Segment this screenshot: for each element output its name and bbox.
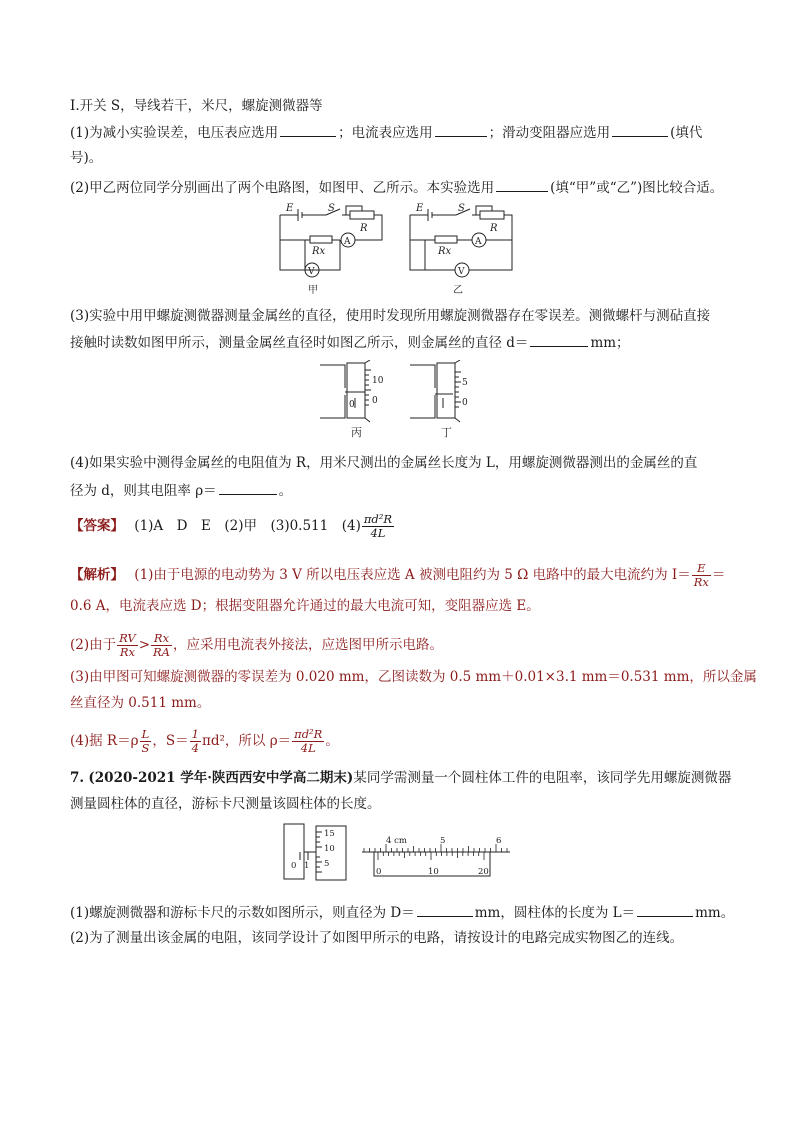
label-E-yi: E (416, 203, 424, 214)
analysis-line-3: (3)由甲图可知螺旋测微器的零误差为 0.020 mm，乙图读数为 0.5 mm＋0.01×3.1 mm＝0.531 mm，所以金属 (70, 669, 757, 685)
question-part-2: (2)甲乙两位同学分别画出了两个电路图，如图甲、乙所示。本实验选用 (填“甲”或“乙”)图比较合适。 (70, 177, 723, 198)
vernier-label-0: 0 (376, 867, 382, 877)
answer-blank-circuit-choice[interactable] (496, 177, 548, 192)
caption-yi: 乙 (453, 285, 463, 296)
micro-tick-0: 0 (372, 396, 378, 406)
label-E-jia: E (286, 203, 294, 214)
q7-micro-tick-10: 10 (324, 844, 335, 854)
q7-micro-sleeve-0: 0 (291, 861, 297, 871)
answer-blank-L[interactable] (637, 902, 693, 917)
q7-part-2: (2)为了测量出该金属的电阻，该同学设计了如图甲所示的电路，请按设计的电路完成实物图乙的连线。 (70, 930, 684, 946)
equipment-line: Ⅰ.开关 S，导线若干，米尺，螺旋测微器等 (70, 98, 323, 114)
label-S-yi: S (458, 203, 465, 214)
answer-blank-rheostat[interactable] (612, 122, 668, 137)
micrometer-figures (315, 360, 485, 440)
answer-blank-resistivity[interactable] (219, 480, 277, 495)
vernier-label-20: 20 (478, 867, 489, 877)
micro-sleeve-0: 0 (349, 400, 355, 410)
circuit-jia (280, 206, 382, 277)
analysis-line-1-cont: 0.6 A，电流表应选 D；根据变阻器允许通过的最大电流可知，变阻器应选 E。 (70, 598, 540, 614)
answer-blank-diameter[interactable] (530, 332, 588, 347)
caption-bing: 丙 (351, 426, 362, 439)
micro2-tick-5: 5 (462, 378, 468, 388)
q7-stem-cont: 测量圆柱体的直径，游标卡尺测量该圆柱体的长度。 (70, 796, 381, 812)
micro2-tick-0: 0 (462, 398, 468, 408)
q7-stem: 7. (2020-2021 学年·陕西西安中学高二期末)某同学需测量一个圆柱体工件的电阻率，该同学先用螺旋测微器 (70, 770, 732, 786)
label-R-yi: R (490, 223, 498, 234)
q7-instruments (280, 822, 520, 884)
question-part-1: (1)为减小实验误差，电压表应选用 ；电流表应选用 ；滑动变阻器应选用 (填代 (70, 122, 702, 143)
micro-tick-10: 10 (372, 376, 384, 386)
label-Rx-jia: Rx (312, 246, 326, 257)
label-S-jia: S (328, 203, 335, 214)
caption-ding: 丁 (441, 426, 452, 439)
label-V-yi: V (458, 267, 465, 277)
question-part-3-cont: 接触时读数如图甲所示，测量金属丝直径时如图乙所示，则金属丝的直径 d＝ mm； (70, 332, 630, 353)
answer-line: 【答案】 (1)A D E (2)甲 (3)0.511 (4) $\frac{\text{πd²R}}{4L}$ (70, 512, 393, 540)
q7-number: 7. (70, 770, 85, 786)
label-R-jia: R (360, 223, 368, 234)
question-part-1-cont: 号)。 (70, 150, 103, 166)
caliper-label-4cm: 4 cm (386, 836, 407, 846)
answer-label: 【答案】 (70, 518, 124, 534)
analysis-line-3-cont: 丝直径为 0.511 mm。 (70, 695, 211, 711)
answer-blank-ammeter[interactable] (435, 122, 487, 137)
question-part-3: (3)实验中用甲螺旋测微器测量金属丝的直径，使用时发现所用螺旋测微器存在零误差。测微螺杆与测砧直接 (70, 308, 711, 324)
q7-part-1: (1)螺旋测微器和游标卡尺的示数如图所示，则直径为 D＝ mm，圆柱体的长度为 L＝ mm。 (70, 902, 734, 923)
label-Rx-yi: Rx (438, 246, 452, 257)
label-A-yi: A (475, 237, 482, 247)
analysis-line-4: (4)据 R＝ρ $\frac{L}{S}$ ，S＝ $\frac{1}{4}$ πd²，所以 ρ＝ $\frac{\text{πd²R}}{4L}$ 。 (70, 727, 339, 755)
analysis-line-2: (2)由于 $\frac{RV}{Rx}$ > $\frac{Rx}{RA}$ ，应采用电流表外接法，应选图甲所示电路。 (70, 631, 443, 659)
question-part-4-cont: 径为 d，则其电阻率 ρ＝ 。 (70, 480, 292, 501)
analysis-line-1: 【解析】 (1)由于电源的电动势为 3 V 所以电压表应选 A 被测电阻约为 5 Ω 电路中的最大电流约为 I＝ $\frac{E}{Rx}$ ＝ (70, 561, 726, 589)
label-V-jia: V (308, 267, 315, 277)
caliper-vernier-scale (378, 852, 484, 860)
vernier-label-10: 10 (428, 867, 439, 877)
q7-micro-tick-5: 5 (324, 859, 330, 869)
answer-blank-voltmeter[interactable] (280, 122, 336, 137)
caption-jia: 甲 (308, 285, 318, 296)
q7-micro-sleeve-1: 1 (304, 861, 310, 871)
caliper-label-5: 5 (440, 836, 446, 846)
q7-source: (2020-2021 学年·陕西西安中学高二期末) (88, 770, 354, 786)
question-part-4: (4)如果实验中测得金属丝的电阻值为 R，用米尺测出的金属丝长度为 L，用螺旋测微器测出的金属丝的直 (70, 455, 698, 471)
caliper-label-6: 6 (496, 836, 502, 846)
q7-micro-tick-15: 15 (324, 829, 335, 839)
label-A-jia: A (344, 237, 351, 247)
analysis-label: 【解析】 (70, 567, 124, 583)
circuit-diagrams (270, 200, 530, 300)
answer-blank-D[interactable] (417, 902, 473, 917)
